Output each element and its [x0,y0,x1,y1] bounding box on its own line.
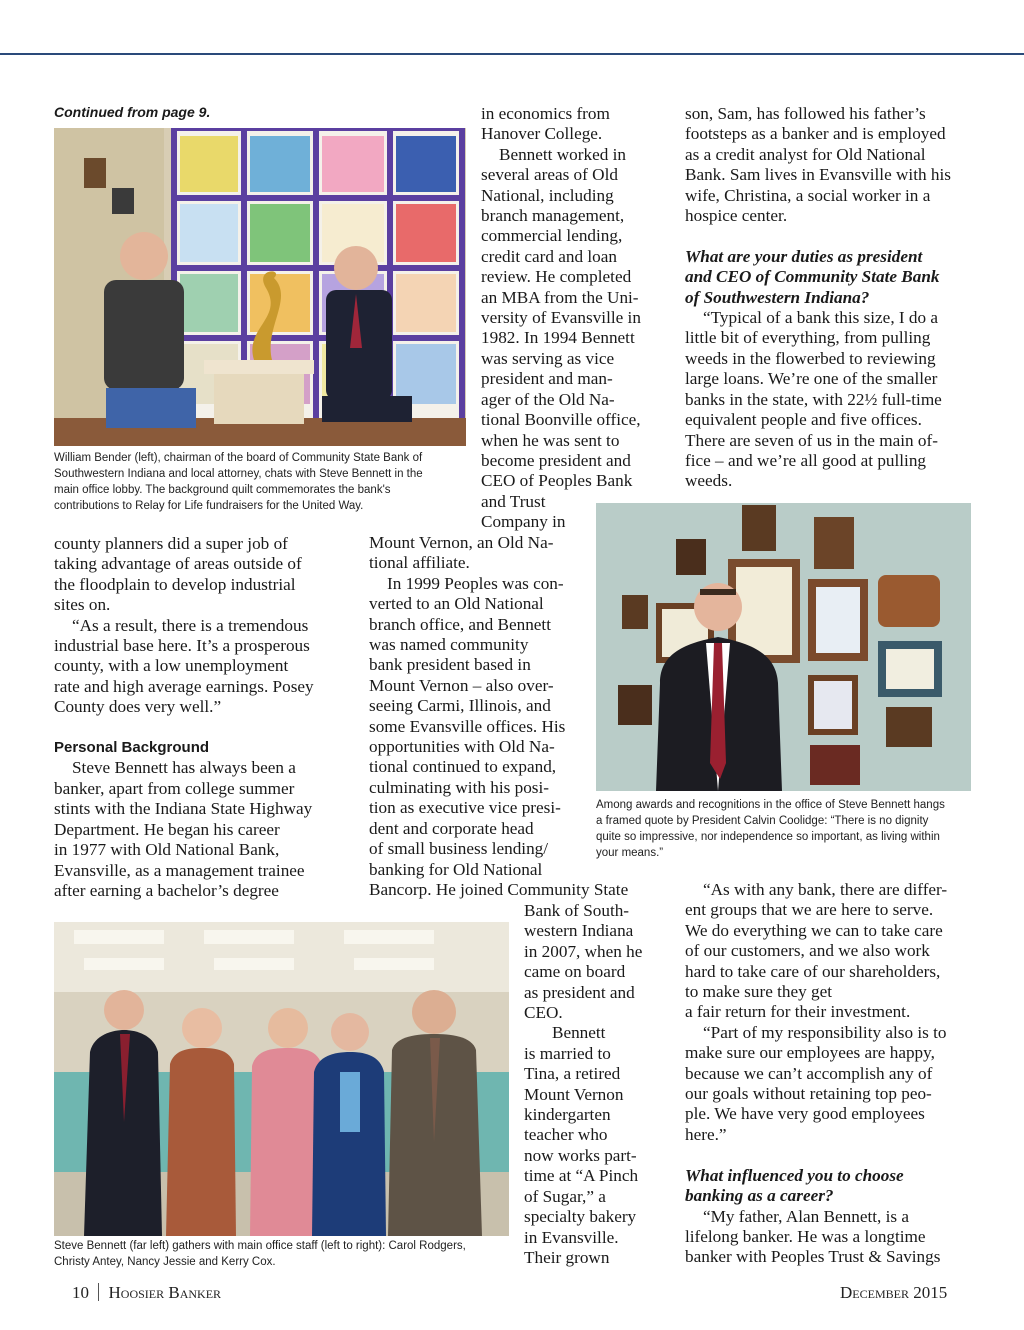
section-heading: Personal Background [54,739,210,757]
footer-left [72,1283,221,1303]
caption-staff: Steve Bennett (far left) gathers with main office staff (left to right): Carol Rodgers, Christy Antey, Nancy Jessie and Kerry Cox. [54,1240,466,1268]
column-3-bottom: “As with any bank, there are differ- ent groups that we are here to serve. We do everything we can to take care of our customers, and we also work hard to take care of our shareholders, to make sure they get a fair return for their investment. “Part of my responsibility also is to make sure our employees are happy, because we can’t accomplish any of our goals without retaining top peo- ple. We have very good employees here.” What influenced you to choose banking as a career? “My father, Alan Bennett, is a lifelong banker. He was a longtime banker with Peoples Trust & Savings [685,880,948,1267]
photo-staff [54,922,509,1236]
column-3-top: son, Sam, has followed his father’s footsteps as a banker and is employed as a credit analyst for Old National Bank. Sam lives in Evansville with his wife, Christina, a social worker in a hospice center. What are your duties as president and CEO of Community State Bank of Southwestern Indiana? “Typical of a bank this size, I do a little bit of everything, from pulling weeds in the flowerbed to reviewing large loans. We’re one of the smaller banks in the state, with 22½ full-time equivalent people and five offices. There are seven of us in the main of- fice – and we’re all good at pulling weeds. [685,104,951,491]
photo-lobby-image [54,128,466,446]
photo-lobby [54,128,466,446]
photo-office-image [596,503,971,791]
caption-lobby: William Bender (left), chairman of the board of Community State Bank of Southwestern Indiana and local attorney, chats with Steve Bennett in the main office lobby. The background quilt commemorates the bank's contributions to Relay for Life fundraisers for the United Way. [54,452,423,512]
footer-date: December 2015 [840,1283,948,1302]
caption-office: Among awards and recognitions in the office of Steve Bennett hangs a framed quote by President Calvin Coolidge: “There is no dignity quite so impressive, nor independence so important, as living within your means.” [596,799,945,859]
column-1: county planners did a super job of taking advantage of areas outside of the floodplain to develop industrial sites on. “As a result, there is a tremendous industrial base here. It’s a prosperous county, with a low unemployment rate and high average earnings. Posey County does very well.” Personal Background Steve Bennett has always been a banker, apart from college summer stints with the Indiana State Highway Department. He began his career in 1977 with Old National Bank, Evansville, as a management trainee after earning a bachelor’s degree [54,534,314,900]
page-number: 10 [72,1283,89,1302]
question-duties: What are your duties as president [685,246,923,266]
question-influence: What influenced you to choose [685,1165,904,1185]
column-2-top: in economics from Hanover College. Bennett worked in several areas of Old National, including branch management, commercial lending, credit card and loan review. He completed an MBA from the Uni- versity of Evansville in 1982. In 1994 Bennett was serving as vice president and man- ager of the Old Na- tional Boonville office, when he was sent to become president and CEO of Peoples Bank and Trust Company in [481,104,641,532]
photo-office [596,503,971,791]
continued-note: Continued from page 9. [54,104,211,120]
header-rule [0,53,1024,55]
photo-staff-image [54,922,509,1236]
column-2-bottom: Bank of South- western Indiana in 2007, when he came on board as president and CEO. Bennett is married to Tina, a retired Mount Vernon kindergarten teacher who now works part- time at “A Pinch of Sugar,” a specialty bakery in Evansville. Their grown [524,901,643,1267]
column-2-middle: Mount Vernon, an Old Na- tional affiliate. In 1999 Peoples was con- verted to an Old National branch office, and Bennett was named community bank president based in Mount Vernon – also over- seeing Carmi, Illinois, and some Evansville offices. His opportunities with Old Na- tional continued to expand, culminating with his posi- tion as executive vice presi- dent and corporate head of small business lending/ banking for Old National Bancorp. He joined Community State [369,533,629,899]
magazine-name: Hoosier Banker [108,1283,222,1302]
